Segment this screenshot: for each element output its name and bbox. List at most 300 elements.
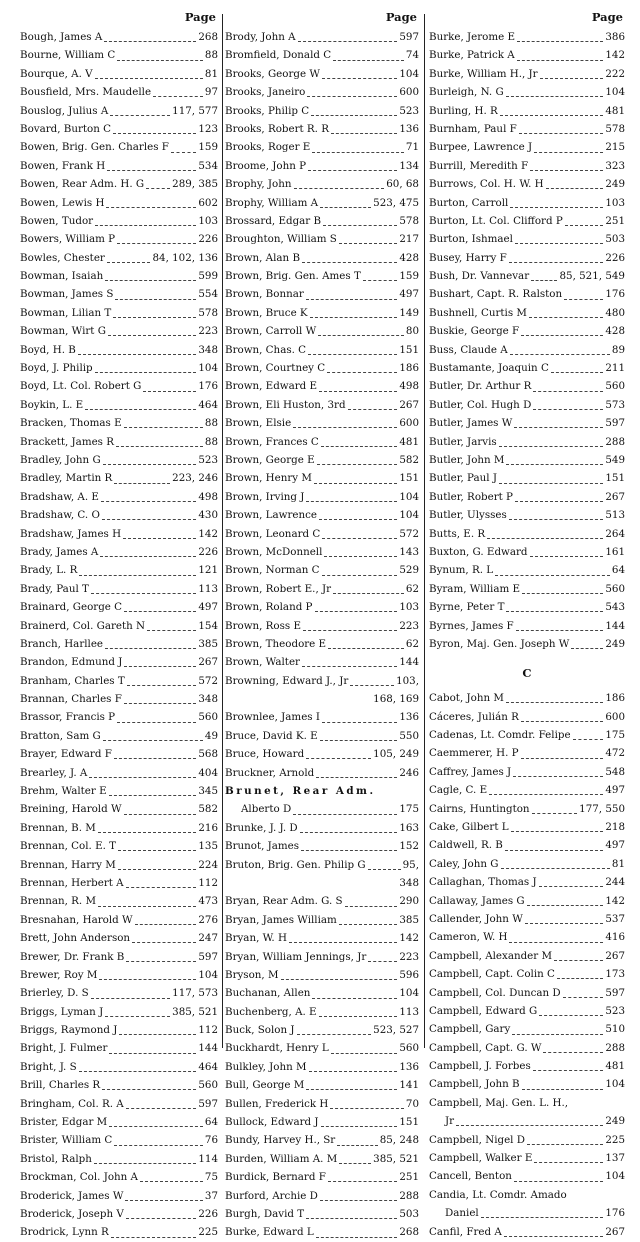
dot-leader: [337, 1136, 377, 1146]
dot-leader: [303, 621, 397, 631]
entry-pages: 404: [198, 766, 218, 779]
index-entry: [225, 83, 419, 101]
entry-name: Bowers, William P: [20, 233, 116, 246]
entry-name: Butler, Jarvis: [429, 435, 497, 448]
index-entry: [20, 65, 218, 83]
index-entry: [20, 727, 218, 745]
index-entry: [429, 965, 625, 983]
entry-pages: 481: [605, 1060, 625, 1073]
index-entry: [429, 175, 625, 193]
entry-name: Bracken, Thomas E: [20, 417, 122, 430]
entry-pages: 385: [399, 913, 419, 926]
index-entry: [429, 617, 625, 635]
entry-name: Caley, John G: [429, 857, 499, 870]
index-entry: [225, 120, 419, 138]
entry-pages: 503: [605, 233, 625, 246]
dot-leader: [113, 308, 196, 318]
dot-leader: [322, 529, 397, 539]
dot-leader: [533, 382, 603, 392]
index-entry: [20, 322, 218, 340]
index-entry: [20, 837, 218, 855]
index-entry: [225, 580, 419, 598]
dot-leader: [363, 271, 398, 281]
entry-pages: 578: [399, 214, 419, 227]
entry-pages: 134: [399, 159, 419, 172]
dot-leader: [107, 161, 196, 171]
entry-name: Candia, Lt. Comdr. Amado: [429, 1188, 567, 1201]
index-entry: [225, 561, 419, 579]
dot-leader: [101, 492, 196, 502]
entry-name: Campbell, Capt. G. W: [429, 1041, 542, 1054]
entry-pages: 534: [198, 159, 218, 172]
index-entry: [429, 1020, 625, 1038]
dot-leader: [506, 87, 604, 97]
index-entry: [225, 138, 419, 156]
dot-leader: [510, 345, 610, 355]
index-entry: [225, 506, 419, 524]
entry-name: Bullen, Frederick H: [225, 1097, 329, 1110]
dot-leader: [312, 143, 404, 153]
entry-name: Brett, John Anderson: [20, 932, 131, 945]
entry-pages: 81: [204, 67, 218, 80]
entry-name: Brown, Courtney C: [225, 362, 326, 375]
entry-name: Bowman, James S: [20, 288, 114, 301]
entry-name: Burden, William A. M: [225, 1152, 338, 1165]
index-entry: [429, 341, 625, 359]
dot-leader: [571, 639, 603, 649]
dot-leader: [519, 124, 604, 134]
index-entry: [20, 1095, 218, 1113]
entry-name: Byron, Maj. Gen. Joseph W: [429, 637, 570, 650]
entry-pages: 223: [198, 325, 218, 338]
entry-name: Brown, Lawrence: [225, 509, 317, 522]
index-entry: [225, 267, 419, 285]
entry-name: Brown, Frances C: [225, 435, 319, 448]
entry-pages: 430: [198, 509, 218, 522]
index-entry: [20, 948, 218, 966]
dot-leader: [103, 731, 203, 741]
index-entry: [20, 1187, 218, 1205]
entry-name: Brownlee, James I: [225, 711, 320, 724]
entry-pages: 497: [399, 288, 419, 301]
dot-leader: [319, 382, 397, 392]
entry-pages: 89: [611, 343, 625, 356]
entry-pages: 76: [204, 1134, 218, 1147]
entry-pages: 143: [399, 545, 419, 558]
entry-pages: 498: [399, 380, 419, 393]
entry-name: Burke, Patrick A: [429, 49, 515, 62]
dot-leader: [328, 1172, 398, 1182]
index-entry: [225, 285, 419, 303]
index-entry: [225, 727, 419, 745]
dot-leader: [543, 1043, 603, 1053]
dot-leader: [489, 785, 603, 795]
entry-name: Burrows, Col. H. W. H: [429, 178, 544, 191]
entry-name: Buskie, George F: [429, 325, 520, 338]
index-entry: [20, 175, 218, 193]
entry-name: Callaghan, Thomas J: [429, 876, 537, 889]
entry-name: Bradshaw, James H: [20, 527, 122, 540]
index-entry: [429, 580, 625, 598]
entry-name: Bowen, Lewis H: [20, 196, 105, 209]
entry-name: Brophy, William A: [225, 196, 319, 209]
dot-leader: [322, 713, 397, 723]
index-entry: [225, 414, 419, 432]
entry-name: Brennan, R. M: [20, 895, 97, 908]
index-entry: [225, 690, 419, 708]
entry-pages: 481: [605, 104, 625, 117]
entry-pages: 123: [198, 122, 218, 135]
entry-pages: 599: [198, 270, 218, 283]
entry-pages: 473: [198, 895, 218, 908]
index-entry: [20, 874, 218, 892]
entry-name: Bull, George M: [225, 1079, 305, 1092]
index-entry: [225, 1021, 419, 1039]
dot-leader: [306, 492, 397, 502]
dot-leader: [126, 1209, 197, 1219]
dot-leader: [307, 87, 397, 97]
index-entry: [20, 764, 218, 782]
entry-name: Brown, Eli Huston, 3rd: [225, 398, 346, 411]
entry-name: Campbell, Alexander M: [429, 949, 553, 962]
entry-name: Brown, Walter: [225, 656, 300, 669]
dot-leader: [570, 1099, 623, 1108]
dot-leader: [506, 602, 603, 612]
dot-leader: [306, 1209, 397, 1219]
index-entry: [225, 617, 419, 635]
entry-pages: 345: [198, 785, 218, 798]
index-entry: [20, 212, 218, 230]
dot-leader: [104, 32, 196, 42]
entry-pages: 85, 248: [379, 1134, 419, 1147]
entry-name: Bouslog, Julius A: [20, 104, 109, 117]
entry-pages: 222: [605, 67, 625, 80]
dot-leader: [118, 841, 196, 851]
entry-name: Brainard, George C: [20, 601, 123, 614]
index-entry: [429, 744, 625, 762]
dot-leader: [110, 106, 170, 116]
entry-pages: 186: [605, 692, 625, 705]
entry-name: Bush, Dr. Vannevar: [429, 270, 530, 283]
dot-leader: [320, 198, 371, 208]
entry-pages: 578: [198, 306, 218, 319]
index-entry: [20, 543, 218, 561]
index-entry: [20, 984, 218, 1002]
entry-name: Bowen, Brig. Gen. Charles F: [20, 141, 169, 154]
index-entry: [20, 396, 218, 414]
index-entry: [225, 653, 419, 671]
entry-pages: 113: [198, 582, 218, 595]
entry-pages: 550: [399, 729, 419, 742]
entry-pages: 549: [605, 453, 625, 466]
index-entry: [429, 230, 625, 248]
entry-name: Bratton, Sam G: [20, 729, 101, 742]
entry-pages: 464: [198, 1060, 218, 1073]
dot-leader: [525, 914, 604, 924]
entry-pages: 64: [204, 1116, 218, 1129]
dot-leader: [320, 731, 398, 741]
entry-name: Brossard, Edgar B: [225, 214, 322, 227]
entry-name: Brown, Chas. C: [225, 343, 307, 356]
index-entry: [429, 928, 625, 946]
index-entry: [20, 1003, 218, 1021]
entry-pages: 288: [605, 435, 625, 448]
entry-name: Alberto D: [241, 803, 292, 816]
entry-name: Brewer, Dr. Frank B: [20, 950, 125, 963]
index-entry: [20, 598, 218, 616]
dot-leader: [124, 694, 196, 704]
index-entry: [225, 819, 419, 837]
index-entry: [225, 1205, 419, 1223]
entry-name: Brown, Ross E: [225, 619, 301, 632]
dot-leader: [95, 216, 196, 226]
entry-pages: 104: [399, 490, 419, 503]
entry-name: Burton, Ishmael: [429, 233, 513, 246]
dot-leader: [320, 1191, 397, 1201]
entry-name: Burpee, Lawrence J: [429, 141, 533, 154]
entry-pages: 249: [605, 1115, 625, 1128]
entry-name: Callender, John W: [429, 912, 523, 925]
entry-name: Bowen, Tudor: [20, 214, 94, 227]
dot-leader: [106, 198, 196, 208]
index-entry: [20, 819, 218, 837]
entry-pages: 136: [399, 122, 419, 135]
entry-pages: 62: [405, 637, 419, 650]
dot-leader: [564, 290, 603, 300]
index-entry: [429, 1186, 625, 1204]
dot-leader: [517, 32, 603, 42]
entry-pages: 159: [399, 270, 419, 283]
entry-pages: 216: [198, 821, 218, 834]
entry-pages: 288: [605, 1041, 625, 1054]
index-entry: [20, 856, 218, 874]
dot-leader: [91, 989, 170, 999]
entry-pages: 290: [399, 895, 419, 908]
entry-pages: 151: [399, 1116, 419, 1129]
dot-leader: [316, 1228, 398, 1238]
dot-leader: [321, 1117, 398, 1127]
dot-leader: [509, 510, 604, 520]
entry-pages: 416: [605, 931, 625, 944]
entry-pages: 176: [605, 288, 625, 301]
entry-pages: 105, 249: [373, 748, 419, 761]
entry-pages: 142: [198, 527, 218, 540]
dot-leader: [294, 179, 385, 189]
dot-leader: [500, 106, 604, 116]
entry-name: Brennan, B. M: [20, 821, 96, 834]
index-entry: [429, 1223, 625, 1241]
dot-leader: [124, 657, 196, 667]
dot-leader: [319, 1007, 398, 1017]
entry-name: Burke, Jerome E: [429, 31, 515, 43]
entry-name: Bryan, William Jennings, Jr: [225, 950, 367, 963]
index-entry: [225, 874, 419, 892]
entry-name: Boyd, Lt. Col. Robert G: [20, 380, 142, 393]
index-entry: [429, 726, 625, 744]
entry-pages: 186: [399, 362, 419, 375]
dot-leader: [321, 437, 398, 447]
index-entry: [225, 194, 419, 212]
dot-leader: [147, 621, 196, 631]
entry-pages: 144: [399, 656, 419, 669]
index-entry: [429, 689, 625, 707]
entry-name: Brockman, Col. John A: [20, 1171, 138, 1184]
entry-pages: 323: [605, 159, 625, 172]
index-entry: [429, 892, 625, 910]
index-entry: [20, 690, 218, 708]
index-entry: [225, 966, 419, 984]
entry-pages: 151: [399, 343, 419, 356]
dot-leader: [495, 566, 610, 576]
entry-pages: 117, 573: [172, 987, 218, 1000]
entry-name: Bundy, Harvey H., Sr: [225, 1134, 336, 1147]
index-entry: [20, 157, 218, 175]
dot-leader: [105, 271, 196, 281]
entry-name: Broughton, William S: [225, 233, 337, 246]
entry-pages: 137: [605, 1152, 625, 1165]
entry-name: Brunke, J. J. D: [225, 821, 298, 834]
entry-name: Brady, James A: [20, 545, 99, 558]
index-entry: [20, 1131, 218, 1149]
entry-name: Brannan, Charles F: [20, 693, 122, 706]
entry-pages: 572: [198, 674, 218, 687]
dot-leader: [557, 969, 603, 979]
entry-pages: 267: [198, 656, 218, 669]
entry-name: Butler, Ulysses: [429, 509, 507, 522]
section-letter: C: [522, 666, 532, 681]
index-entry: [225, 1113, 419, 1131]
entry-name: Bustamante, Joaquin C: [429, 362, 549, 375]
index-entry: [20, 635, 218, 653]
index-entry: [429, 285, 625, 303]
index-entry: [429, 157, 625, 175]
entry-name: Cameron, W. H: [429, 931, 508, 944]
entry-name: Bovard, Burton C: [20, 122, 112, 135]
dot-leader: [171, 143, 196, 153]
entry-pages: 289, 385: [172, 178, 218, 191]
dot-leader: [91, 584, 196, 594]
entry-pages: 348: [399, 876, 419, 889]
entry-name: Brooks, Roger E: [225, 141, 311, 154]
entry-name: Cabot, John M: [429, 692, 504, 705]
dot-leader: [118, 860, 197, 870]
index-entry: [225, 451, 419, 469]
entry-pages: 582: [399, 453, 419, 466]
dot-leader: [114, 1136, 203, 1146]
index-entry: [20, 672, 218, 690]
entry-name: Butler, Dr. Arthur R: [429, 380, 532, 393]
index-entry: [20, 892, 218, 910]
index-entry: [20, 138, 218, 156]
index-entry: [20, 83, 218, 101]
index-column-3: [429, 9, 625, 1238]
entry-name: Caffrey, James J: [429, 765, 512, 778]
index-entry: [20, 1223, 218, 1241]
page-column-header: Page: [385, 10, 417, 24]
entry-name: Broderick, James W: [20, 1189, 124, 1202]
index-entry: [20, 194, 218, 212]
index-entry: [225, 1076, 419, 1094]
dot-leader: [140, 1172, 203, 1182]
entry-name: Brophy, John: [225, 178, 292, 191]
index-entry: [429, 377, 625, 395]
entry-name: Bruce, Howard: [225, 748, 305, 761]
entry-pages: 224: [198, 858, 218, 871]
index-entry: [429, 543, 625, 561]
index-entry: [225, 1150, 419, 1168]
entry-name: Campbell, Nigel D: [429, 1133, 526, 1146]
entry-pages: 472: [605, 747, 625, 760]
dot-leader: [539, 1006, 603, 1016]
entry-name: Cadenas, Lt. Comdr. Felipe: [429, 729, 571, 742]
entry-pages: 267: [399, 398, 419, 411]
dot-leader: [308, 345, 397, 355]
index-entry: [429, 46, 625, 64]
dot-leader: [302, 657, 397, 667]
entry-name: Bourne, William C: [20, 49, 116, 62]
dot-leader: [522, 584, 603, 594]
dot-leader: [318, 326, 404, 336]
entry-name: Brown, Brig. Gen. Ames T: [225, 270, 361, 283]
dot-leader: [522, 1080, 604, 1090]
index-entry: [429, 120, 625, 138]
dot-leader: [339, 915, 398, 925]
entry-name: Brady, L. R: [20, 564, 78, 577]
entry-name: Buckhardt, Henry L: [225, 1042, 329, 1055]
index-entry: [225, 764, 419, 782]
index-entry: [429, 1131, 625, 1149]
entry-name: Boyd, J. Philip: [20, 362, 93, 375]
index-entry: [20, 1058, 218, 1076]
entry-pages: 246: [399, 766, 419, 779]
dot-leader: [514, 1172, 603, 1182]
index-entry: [20, 1205, 218, 1223]
entry-name: Boykin, L. E: [20, 398, 84, 411]
entry-pages: 497: [605, 784, 625, 797]
entry-pages: 497: [198, 601, 218, 614]
entry-pages: 71: [405, 141, 419, 154]
dot-leader: [527, 1135, 603, 1145]
index-entry: [225, 708, 419, 726]
dot-leader: [481, 1208, 604, 1218]
index-entry: [429, 451, 625, 469]
index-entry: [225, 543, 419, 561]
dot-leader: [330, 1099, 404, 1109]
entry-name: Cake, Gilbert L: [429, 821, 509, 834]
index-entry: [225, 212, 419, 230]
entry-pages: 264: [605, 527, 625, 540]
entry-name: Brainerd, Col. Gareth N: [20, 619, 146, 632]
entry-name: Buchanan, Allen: [225, 987, 311, 1000]
index-entry: [20, 1021, 218, 1039]
entry-name: Briggs, Lyman J: [20, 1005, 104, 1018]
entry-name: Bright, J. S: [20, 1060, 77, 1073]
dot-leader: [317, 455, 398, 465]
index-entry: [225, 175, 419, 193]
dot-leader: [504, 1227, 604, 1237]
dot-leader: [306, 290, 398, 300]
entry-name: Jr: [445, 1115, 455, 1128]
dot-leader: [115, 290, 196, 300]
index-entry: [429, 1204, 625, 1222]
dot-leader: [505, 841, 604, 851]
entry-name: Cancell, Benton: [429, 1170, 512, 1183]
index-entry: [429, 304, 625, 322]
entry-pages: 84, 102, 136: [152, 251, 218, 264]
index-entry: [20, 782, 218, 800]
entry-pages: 510: [605, 1023, 625, 1036]
entry-name: Bryan, W. H: [225, 932, 287, 945]
